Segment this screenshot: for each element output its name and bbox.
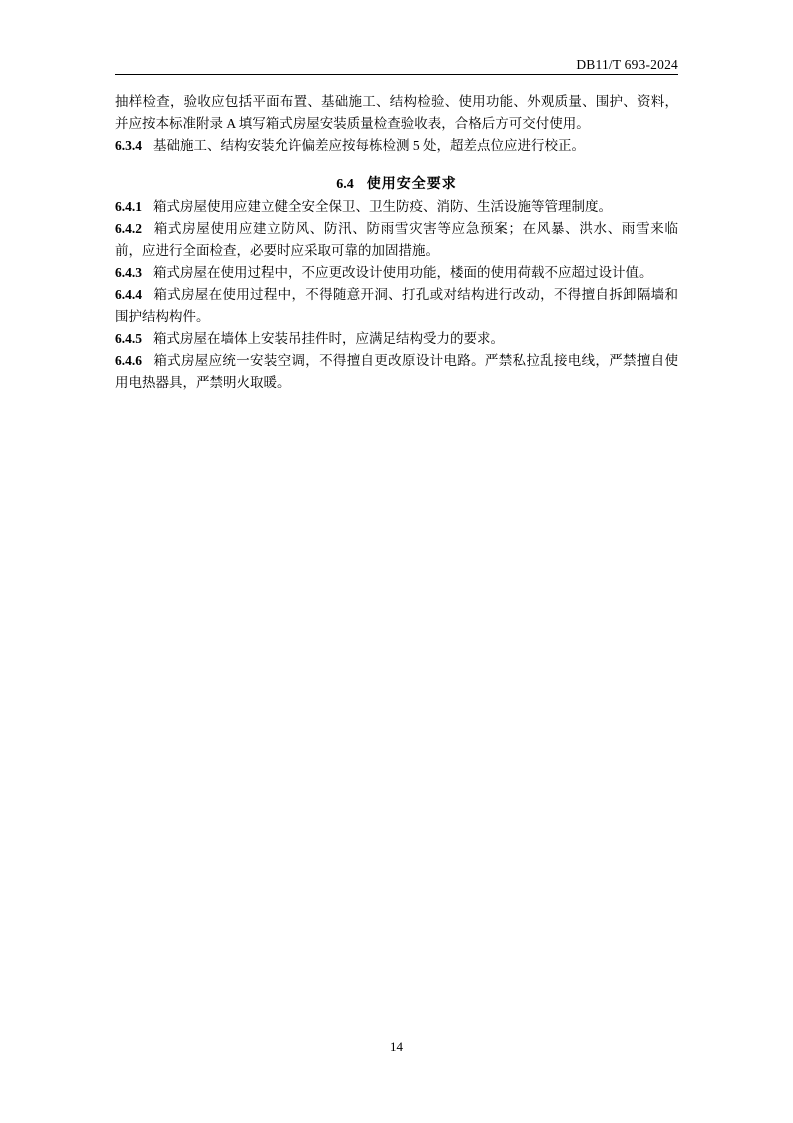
clause-text: 箱式房屋在墙体上安装吊挂件时，应满足结构受力的要求。 [153,331,504,346]
page-footer [115,1039,678,1055]
clause-text: 箱式房屋应统一安装空调，不得擅自更改原设计电路。严禁私拉乱接电线，严禁擅自使用电热器具，严禁明火取暖。 [115,353,678,390]
clause-text: 箱式房屋在使用过程中，不应更改设计使用功能，楼面的使用荷载不应超过设计值。 [153,265,653,280]
page-body [115,91,678,394]
clause-6-4-1 [115,196,678,218]
document-code: DB11/T 693-2024 [576,57,678,72]
header-rule [115,74,678,75]
clause-text: 箱式房屋使用应建立健全安全保卫、卫生防疫、消防、生活设施等管理制度。 [153,199,612,214]
clause-6-4-3 [115,262,678,284]
clause-text: 箱式房屋在使用过程中，不得随意开洞、打孔或对结构进行改动，不得擅自拆卸隔墙和围护结构构件。 [115,287,678,324]
clause-number: 6.4.6 [115,353,142,368]
clause-number: 6.4.5 [115,331,142,346]
clause-6-4-4 [115,284,678,328]
clause-6-4-2 [115,218,678,262]
continuation-paragraph: 抽样检查，验收应包括平面布置、基础施工、结构检验、使用功能、外观质量、围护、资料，并应按本标准附录 A 填写箱式房屋安装质量检查验收表，合格后方可交付使用。 [115,94,678,131]
clause-number: 6.4.1 [115,199,142,214]
clause-number: 6.4.3 [115,265,142,280]
clause-number: 6.4.4 [115,287,142,302]
clause-number: 6.3.4 [115,138,142,153]
clause-6-4-5 [115,328,678,350]
page-header [115,57,678,73]
section-title: 使用安全要求 [366,175,457,191]
section-number: 6.4 [336,177,354,192]
clause-text: 箱式房屋使用应建立防风、防汛、防雨雪灾害等应急预案；在风暴、洪水、雨雪来临前，应进行全面检查，必要时应采取可靠的加固措施。 [115,221,678,258]
section-heading-6-4 [115,172,678,196]
clause-number: 6.4.2 [115,221,142,236]
clause-text: 基础施工、结构安装允许偏差应按每栋检测 5 处，超差点位应进行校正。 [153,138,585,153]
page-number: 14 [390,1039,403,1054]
clause-6-4-6 [115,350,678,394]
clause-6-3-4 [115,135,678,157]
